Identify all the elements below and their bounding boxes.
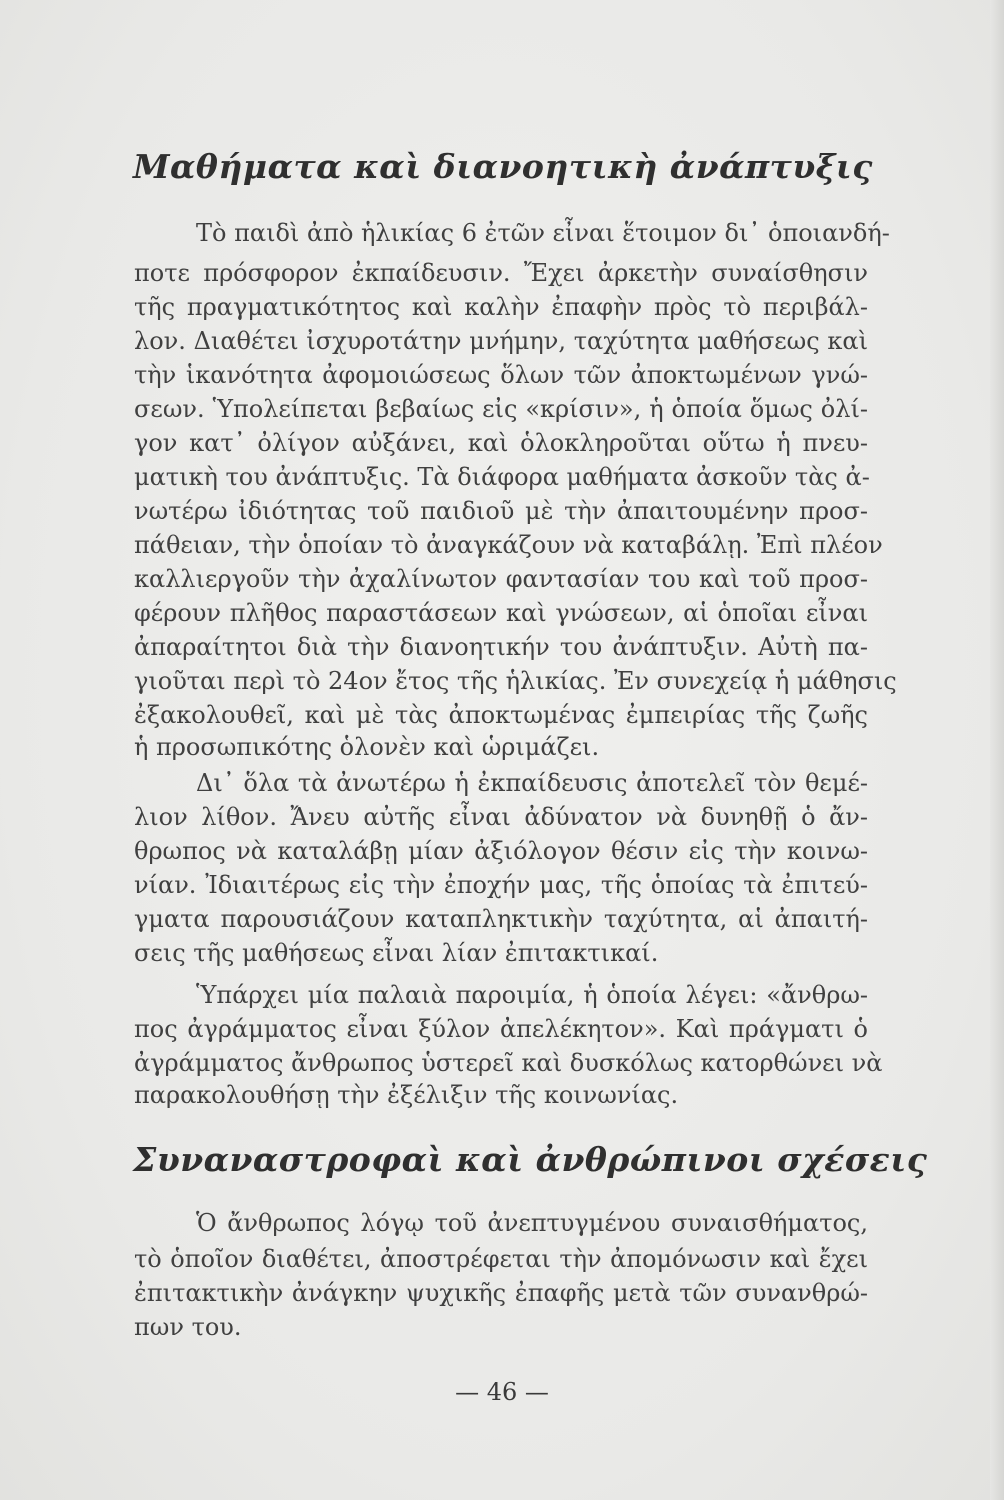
text-line: ἐπιτακτικὴν ἀνάγκην ψυχικῆς ἐπαφῆς μετὰ τῶν συνανθρώ- (134, 1279, 868, 1307)
text-line: Ὑπάρχει μία παλαιὰ παροιμία, ἡ ὁποία λέγει: «ἄνθρω- (196, 981, 868, 1009)
page-edge-shadow (990, 0, 1004, 1500)
text-line: καλλιεργοῦν τὴν ἀχαλίνωτον φαντασίαν του καὶ τοῦ προσ- (134, 565, 868, 593)
page-number: — 46 — (455, 1378, 549, 1406)
text-line: ἀγράμματος ἄνθρωπος ὑστερεῖ καὶ δυσκόλως κατορθώνει νὰ (134, 1049, 883, 1077)
text-line: πάθειαν, τὴν ὁποίαν τὸ ἀναγκάζουν νὰ καταβάλῃ. Ἐπὶ πλέον (134, 531, 883, 559)
text-line: πος ἀγράμματος εἶναι ξύλον ἀπελέκητον». Καὶ πράγματι ὁ (134, 1015, 868, 1043)
text-line: γον κατ᾽ ὀλίγον αὐξάνει, καὶ ὁλοκληροῦται οὕτω ἡ πνευ- (134, 429, 868, 457)
text-line: τὸ ὁποῖον διαθέτει, ἀποστρέφεται τὴν ἀπομόνωσιν καὶ ἔχει (134, 1245, 868, 1273)
section-heading-lessons: Μαθήματα καὶ διανοητικὴ ἀνάπτυξις (133, 147, 873, 186)
section-heading-relations: Συναναστροφαὶ καὶ ἀνθρώπινοι σχέσεις (133, 1140, 928, 1179)
text-line: Δι᾽ ὅλα τὰ ἀνωτέρω ἡ ἐκπαίδευσις ἀποτελεῖ τὸν θεμέ- (196, 769, 868, 797)
text-line: νωτέρω ἰδιότητας τοῦ παιδιοῦ μὲ τὴν ἀπαιτουμένην προσ- (134, 497, 868, 525)
text-line: φέρουν πλῆθος παραστάσεων καὶ γνώσεων, αἱ ὁποῖαι εἶναι (134, 599, 868, 627)
text-line: θρωπος νὰ καταλάβῃ μίαν ἀξιόλογον θέσιν εἰς τὴν κοινω- (134, 837, 868, 865)
text-line: λον. Διαθέτει ἰσχυροτάτην μνήμην, ταχύτητα μαθήσεως καὶ (134, 327, 868, 355)
text-line: τῆς πραγματικότητος καὶ καλὴν ἐπαφὴν πρὸς τὸ περιβάλ- (134, 293, 868, 321)
text-line: γιοῦται περὶ τὸ 24ον ἔτος τῆς ἡλικίας. Ἐν συνεχείᾳ ἡ μάθησις (134, 667, 897, 695)
text-line: σεων. Ὑπολείπεται βεβαίως εἰς «κρίσιν», ἡ ὁποία ὅμως ὀλί- (134, 395, 868, 423)
text-line: τὴν ἱκανότητα ἀφομοιώσεως ὅλων τῶν ἀποκτωμένων γνώ- (134, 361, 868, 389)
text-line: λιον λίθον. Ἄνευ αὐτῆς εἶναι ἀδύνατον νὰ δυνηθῇ ὁ ἄν- (134, 803, 868, 831)
text-line: ἐξακολουθεῖ, καὶ μὲ τὰς ἀποκτωμένας ἐμπειρίας τῆς ζωῆς (134, 701, 868, 729)
text-line: Τὸ παιδὶ ἀπὸ ἡλικίας 6 ἐτῶν εἶναι ἕτοιμον δι᾽ ὁποιανδή- (196, 219, 890, 247)
text-line: παρακολουθήσῃ τὴν ἐξέλιξιν τῆς κοινωνίας. (134, 1081, 679, 1109)
text-line: πων του. (134, 1313, 242, 1341)
text-line: Ὁ ἄνθρωπος λόγῳ τοῦ ἀνεπτυγμένου συναισθήματος, (196, 1209, 868, 1237)
text-line: ποτε πρόσφορον ἐκπαίδευσιν. Ἔχει ἀρκετὴν συναίσθησιν (134, 259, 868, 287)
text-line: ἀπαραίτητοι διὰ τὴν διανοητικήν του ἀνάπτυξιν. Αὐτὴ πα- (134, 633, 868, 661)
text-line: νίαν. Ἰδιαιτέρως εἰς τὴν ἐποχήν μας, τῆς ὁποίας τὰ ἐπιτεύ- (134, 871, 868, 899)
text-line: ἡ προσωπικότης ὁλονὲν καὶ ὡριμάζει. (134, 733, 600, 761)
text-line: ματικὴ του ἀνάπτυξις. Τὰ διάφορα μαθήματα ἀσκοῦν τὰς ἀ- (134, 463, 870, 491)
text-line: γματα παρουσιάζουν καταπληκτικὴν ταχύτητα, αἱ ἀπαιτή- (134, 905, 868, 933)
text-line: σεις τῆς μαθήσεως εἶναι λίαν ἐπιτακτικαί. (134, 939, 659, 967)
